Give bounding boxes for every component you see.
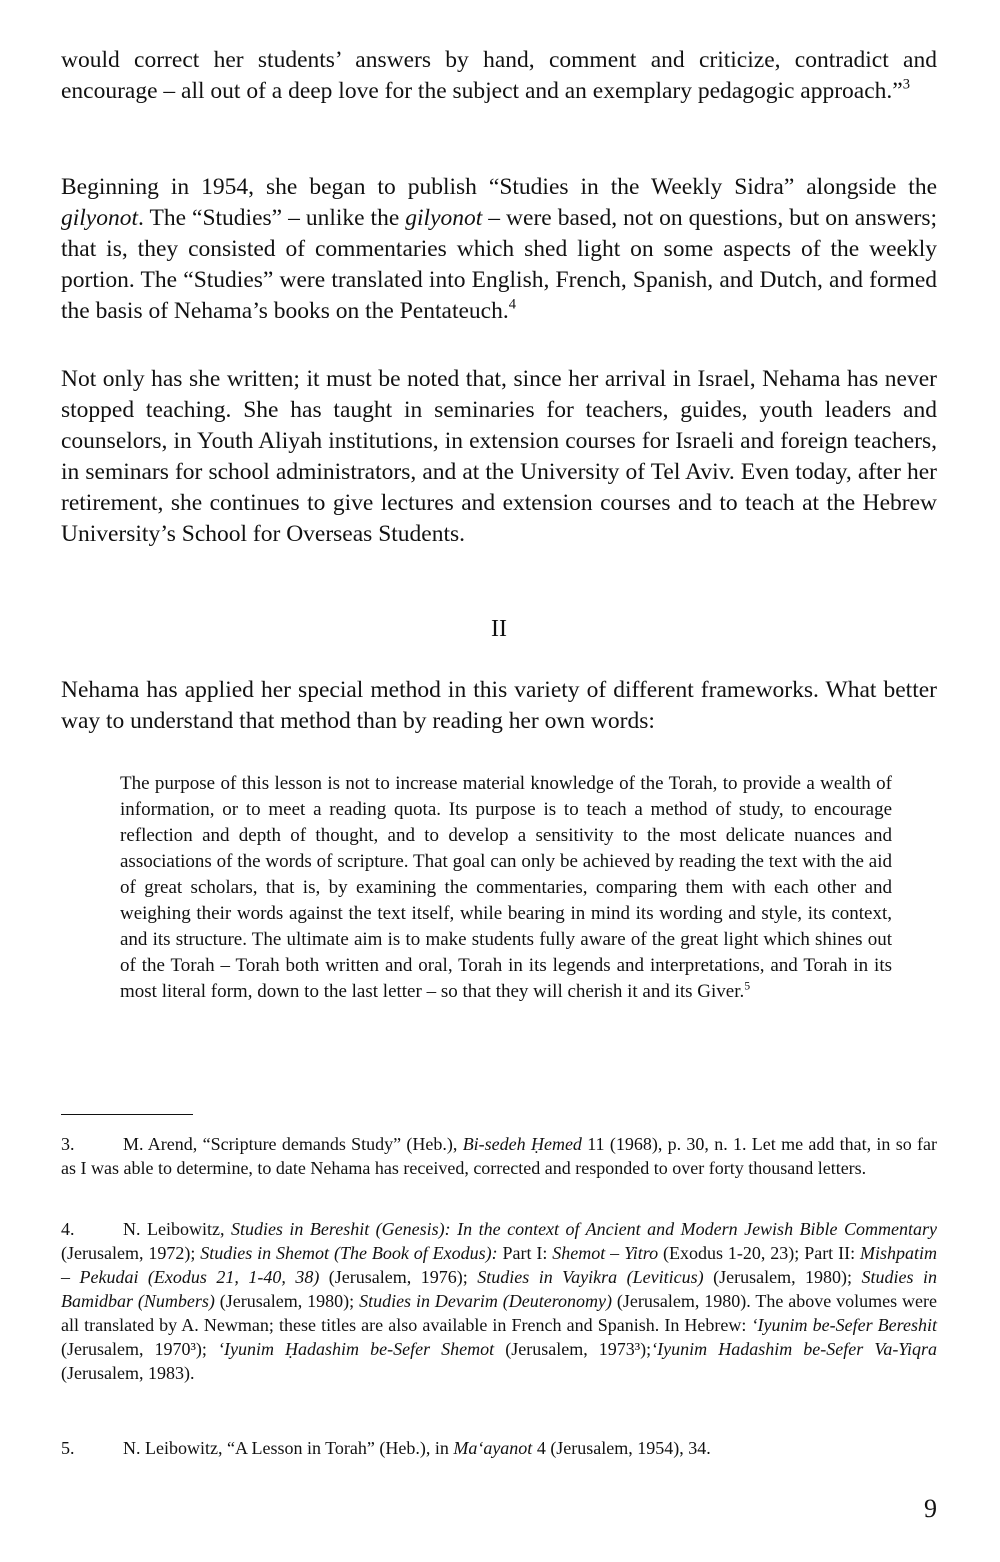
footnote-title: Bi-sedeh Ḥemed xyxy=(462,1134,582,1154)
footnote-text: (Jerusalem, 1976); xyxy=(319,1267,478,1287)
studies-term-gilyonot-1: gilyonot xyxy=(61,205,139,231)
page-number: 9 xyxy=(924,1494,937,1523)
footnote-4 xyxy=(61,1217,937,1385)
footnote-text: (Jerusalem, 1972); xyxy=(61,1243,201,1263)
footnote-text: (Jerusalem, 1980); xyxy=(703,1267,862,1287)
footnote-3 xyxy=(61,1132,937,1180)
studies-text-c: – were based, not on questions, but on answers; that is, they consisted of commentaries which shed light on some aspects of the weekly portion. The “Studies” were translated into English, French, Spanish, and Dutch, and formed the basis of Nehama’s books on the Pentateuch. xyxy=(61,205,937,324)
footnote-ref-4: 4 xyxy=(508,296,516,313)
footnote-text: (Exodus 1-20, 23); Part II: xyxy=(658,1243,860,1263)
paragraph-intro xyxy=(61,45,937,107)
quote-text: The purpose of this lesson is not to increase material knowledge of the Torah, to provide a wealth of information, or to meet a reading quota. Its purpose is to teach a method of study, to encourage reflection and depth of thought, and to develop a sensitivity to the most delicate nuances and associations of the words of scripture. That goal can only be achieved by reading the text with the aid of great scholars, that is, by examining the commentaries, comparing them with each other and weighing their words against the text itself, while bearing in mind its wording and style, its context, and its structure. The ultimate aim is to make students fully aware of the great light which shines out of the Torah – Torah both written and oral, Torah in its legends and interpretations, and Torah in its most literal form, down to the last letter – so that they will cherish it and its Giver. xyxy=(120,773,892,1002)
footnote-text: N. Leibowitz, “A Lesson in Torah” (Heb.), in xyxy=(123,1438,454,1458)
footnote-text: (Jerusalem, 1980). The above volumes were all translated by A. Newman; these titles are also available in French and Spanish. In Hebrew: xyxy=(61,1291,937,1335)
footnote-text: (Jerusalem, 1983). xyxy=(61,1363,195,1383)
paragraph-teaching: Not only has she written; it must be noted that, since her arrival in Israel, Nehama has never stopped teaching. She has taught in seminaries for teachers, guides, youth leaders and counselors, in Youth Aliyah institutions, in extension courses for Israeli and foreign teachers, in seminars for school administrators, and at the University of Tel Aviv. Even today, after her retirement, she continues to give lectures and extension courses and to teach at the Hebrew University’s School for Overseas Students. xyxy=(61,366,937,547)
intro-text: would correct her students’ answers by hand, comment and criticize, contradict and encourage – all out of a deep love for the subject and an exemplary pedagogic approach.” xyxy=(61,47,937,104)
section-heading: II xyxy=(491,616,507,642)
paragraph-method: Nehama has applied her special method in this variety of different frameworks. What better way to understand that method than by reading her own words: xyxy=(61,677,937,734)
footnote-number: 5. xyxy=(61,1438,75,1458)
footnote-text: N. Leibowitz, xyxy=(123,1219,231,1239)
footnote-title: Studies in Bamidbar (Numbers) xyxy=(61,1267,938,1311)
footnote-number: 4. xyxy=(61,1219,75,1239)
footnote-5 xyxy=(61,1436,937,1460)
footnote-title: ‘Iyunim Ḥadashim be-Sefer Shemot xyxy=(218,1339,495,1359)
footnote-title: Studies in Devarim (Deuteronomy) xyxy=(359,1291,613,1311)
footnote-title: ‘Iyunim be-Sefer Bereshit xyxy=(751,1315,937,1335)
footnote-ref-5: 5 xyxy=(744,979,751,993)
studies-term-gilyonot-2: gilyonot xyxy=(405,205,483,231)
footnote-title: Studies in Vayikra (Leviticus) xyxy=(477,1267,704,1287)
footnote-text: (Jerusalem, 1980); xyxy=(214,1291,360,1311)
footnote-title: Mishpatim – Pekudai (Exodus 21, 1-40, 38) xyxy=(61,1243,937,1287)
footnote-text: (Jerusalem, 1973³); xyxy=(494,1339,652,1359)
footnote-text: 4 (Jerusalem, 1954), 34. xyxy=(532,1438,711,1458)
footnote-text: M. Arend, “Scripture demands Study” (Heb.), xyxy=(123,1134,463,1154)
paragraph-studies xyxy=(61,172,937,327)
footnote-ref-3: 3 xyxy=(902,76,911,93)
footnote-divider xyxy=(61,1114,193,1115)
footnote-title: Shemot – Yitro xyxy=(552,1243,659,1263)
studies-text-b: . The “Studies” – unlike the xyxy=(138,205,406,231)
footnote-title: Ma‘ayanot xyxy=(453,1438,533,1458)
footnote-text: (Jerusalem, 1970³); xyxy=(61,1339,218,1359)
block-quote xyxy=(120,771,892,1005)
footnote-number: 3. xyxy=(61,1134,75,1154)
footnote-title: Studies in Shemot (The Book of Exodus): xyxy=(200,1243,498,1263)
footnote-title: Studies in Bereshit (Genesis): In the context of Ancient and Modern Jewish Bible Commentary xyxy=(230,1219,937,1239)
footnote-text: Part I: xyxy=(497,1243,553,1263)
footnote-text: 11 (1968), p. 30, n. 1. Let me add that, in so far as I was able to determine, to date Nehama has received, corrected and responded to over forty thousand letters. xyxy=(61,1134,937,1178)
footnote-title: ‘Iyunim Hadashim be-Sefer Va-Yiqra xyxy=(651,1339,937,1359)
studies-text-a: Beginning in 1954, she began to publish “Studies in the Weekly Sidra” alongside the xyxy=(61,174,937,200)
